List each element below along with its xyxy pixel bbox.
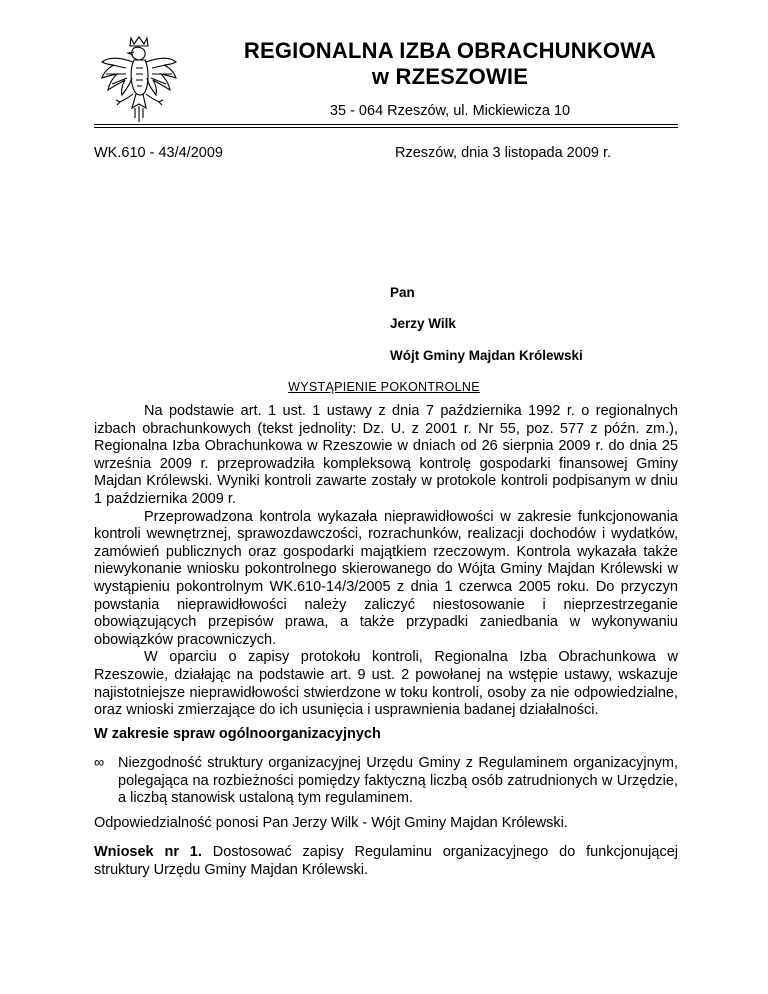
paragraph: W oparciu o zapisy protokołu kontroli, Regionalna Izba Obrachunkowa w Rzeszowie, działając na podstawie art. 9 ust. 2 powołanej na wstępie ustawy, wskazuje najistotniejsze nieprawidłowości stwierdzone w toku kontroli, osoby za nie odpowiedzialne, oraz wnioski zmierzające do ich usunięcia i usprawnienia badanej działalności. (94, 649, 678, 719)
paragraph: Przeprowadzona kontrola wykazała nieprawidłowości w zakresie funkcjonowania kontroli wewnętrznej, sprawozdawczości, rozrachunków, realizacji dochodów i wydatków, zamówień publicznych oraz gospodarki majątkiem rzeczowym. Kontrola wykazała także niewykonanie wniosku pokontrolnego skierowanego do Wójta Gminy Majdan Królewski w wystąpieniu pokontrolnym WK.610-14/3/2005 z dnia 1 czerwca 2005 roku. Do przyczyn powstania nieprawidłowości należy zaliczyć niestosowanie i nieprzestrzeganie obowiązujących przepisów prawa, a także przypadki zaniedbania w wykonywaniu obowiązków pracowniczych. (94, 508, 678, 648)
paragraph: Na podstawie art. 1 ust. 1 ustawy z dnia 7 października 1992 r. o regionalnych izbach obrachunkowych (tekst jednolity: Dz. U. z 2001 r. Nr 55, poz. 577 z późn. zm.), Regionalna Izba Obrachunkowa w Rzeszowie w dniach od 26 sierpnia 2009 r. do dnia 25 września 2009 r. przeprowadziła kompleksową kontrolę gospodarki finansowej Gminy Majdan Królewski. Wyniki kontroli zawarte zostały w protokole kontroli podpisanym w dniu 1 października 2009 r. (94, 403, 678, 507)
finding-list-item (94, 755, 678, 808)
organization-address: 35 - 064 Rzeszów, ul. Mickiewicza 10 (329, 103, 571, 119)
body-paragraphs (94, 403, 678, 720)
header-rule (94, 124, 678, 125)
responsibility-statement: Odpowiedzialność ponosi Pan Jerzy Wilk - Wójt Gminy Majdan Królewski. (94, 815, 568, 831)
organization-name: REGIONALNA IZBA OBRACHUNKOWA (243, 38, 657, 63)
organization-city: w RZESZOWIE (371, 64, 529, 89)
eagle-emblem-icon (98, 34, 180, 126)
header-rule (94, 127, 678, 128)
addressee-name: Jerzy Wilk (390, 316, 456, 331)
recommendation (94, 844, 678, 879)
document-date: Rzeszów, dnia 3 listopada 2009 r. (395, 145, 612, 161)
document-reference: WK.610 - 43/4/2009 (94, 145, 223, 161)
section-heading: W zakresie spraw ogólnoorganizacyjnych (94, 726, 381, 742)
bullet-infinity-icon: ∞ (94, 755, 105, 771)
addressee-position: Wójt Gminy Majdan Królewski (390, 348, 583, 363)
document-title: WYSTĄPIENIE POKONTROLNE (288, 380, 480, 394)
addressee-salutation: Pan (390, 285, 415, 300)
recommendation-text: Dostosować zapisy Regulaminu organizacyjnego do funkcjonującej struktury Urzędu Gminy Majdan Królewski. (94, 844, 678, 878)
finding-text: Niezgodność struktury organizacyjnej Urzędu Gminy z Regulaminem organizacyjnym, polegająca na rozbieżności pomiędzy faktyczną liczbą osób zatrudnionych w Urzędzie, a liczbą stanowisk ustaloną tym regulaminem. (118, 755, 678, 807)
recommendation-label: Wniosek nr 1. (94, 844, 202, 860)
